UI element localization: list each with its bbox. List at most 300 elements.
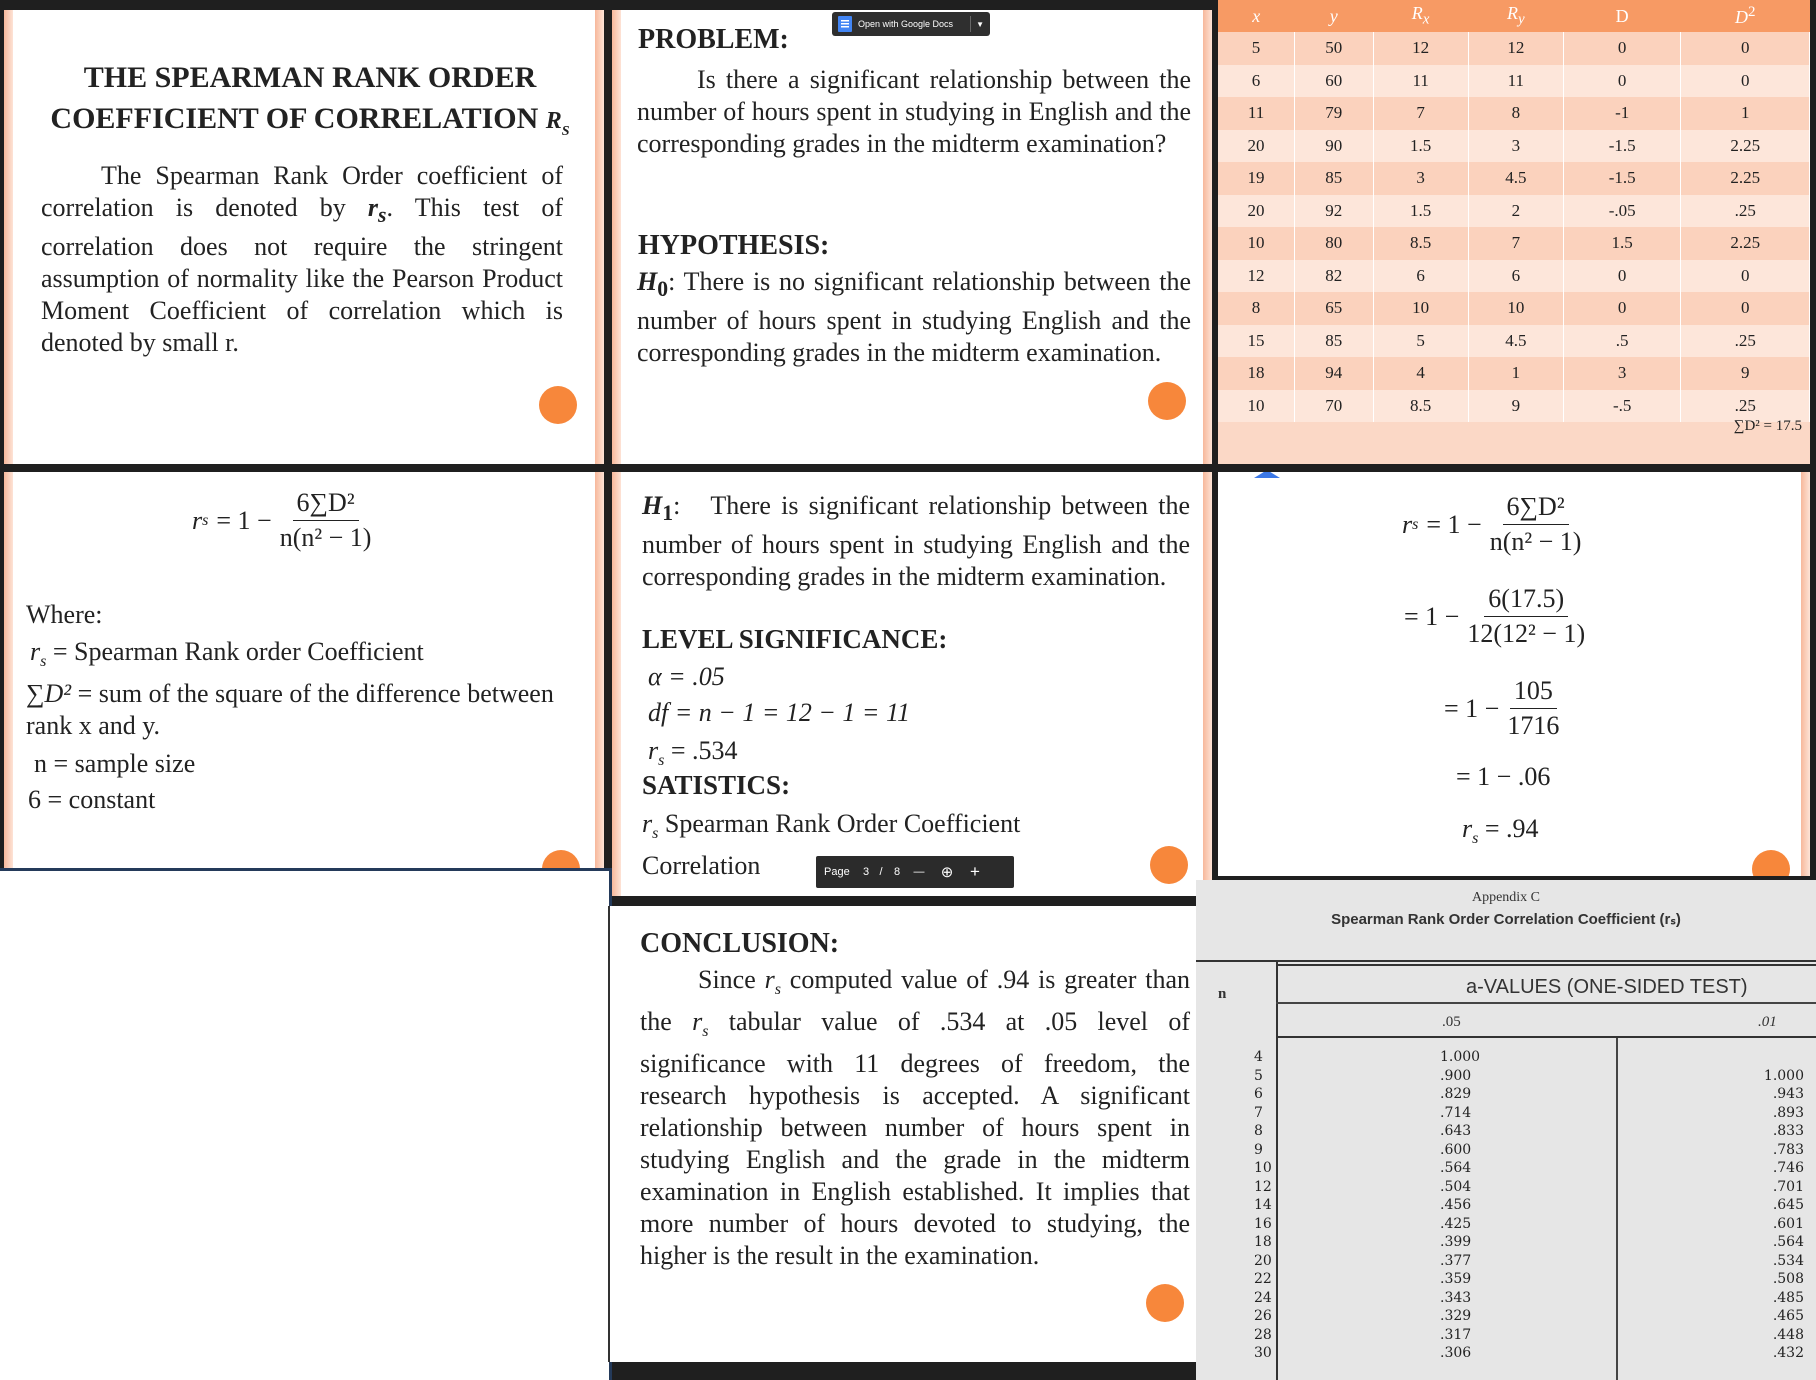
rule-values-heading [1276,1002,1816,1004]
table-cell: 65 [1295,292,1374,325]
table-cell: 10 [1373,292,1468,325]
spearman-formula [192,488,379,553]
table-cell: -.5 [1563,390,1680,423]
table-cell: 9 [1468,390,1563,423]
def-rs-sub: s [40,653,47,671]
slide-title-definition [4,10,604,464]
conclusion-part-3: tabular value of .534 at .05 level of significance with 11 degrees of freedom, the research hypothesis is accepted. A significant relationship between number of hours spent in studying English and the grade in the midterm examination in English established. It implies that more number of hours devoted to studying, the higher is the result in the examination. [640,1007,1190,1271]
value-05: .456 [1440,1197,1472,1213]
value-01: .485 [1772,1289,1804,1306]
critical-values-row [1250,1048,1806,1067]
blank-panel [0,868,612,1380]
table-cell: 50 [1295,32,1374,65]
critical-values-row [1250,1067,1806,1086]
critical-values-row [1250,1122,1806,1141]
conclusion-symbol-1: r [764,965,775,994]
h0-sub: 0 [657,277,669,302]
table-row [1218,162,1810,195]
table-cell: 82 [1295,260,1374,293]
n-value: 10 [1254,1160,1272,1176]
slide-computation [1218,472,1810,876]
problem-heading: PROBLEM: [638,24,789,55]
comp-den-2: 12(12² − 1) [1467,619,1586,648]
n-value: 26 [1254,1308,1272,1324]
table-cell: 15 [1218,325,1295,358]
definitions [26,636,570,816]
table-cell: 6 [1218,65,1295,98]
table-cell: 1 [1468,357,1563,390]
rs-tabular [648,736,738,770]
def-n: n = sample size [34,749,196,779]
table-cell: 4.5 [1468,162,1563,195]
value-01: .943 [1772,1086,1804,1102]
rank-table [1218,0,1810,422]
critical-values-row [1250,1252,1806,1271]
rule-top-2 [1276,964,1816,966]
n-column-label: n [1218,986,1227,1002]
value-01: .534 [1772,1252,1804,1269]
value-01: .701 [1772,1178,1804,1195]
n-value: 6 [1254,1086,1263,1102]
formula-lhs: r [192,505,203,535]
value-05: .504 [1440,1178,1472,1195]
header-d2-sup: 2 [1747,4,1756,20]
n-value: 18 [1254,1234,1272,1250]
table-cell: 0 [1681,260,1810,293]
table-cell: 10 [1218,227,1295,260]
definition-symbol: r [367,193,379,222]
table-cell: 94 [1295,357,1374,390]
table-cell: 18 [1218,357,1295,390]
col-05-label: .05 [1442,1014,1461,1030]
conclusion-part-2: computed value of .94 is greater than the [640,965,1190,1037]
df-value: df = n − 1 = 12 − 1 = 11 [648,698,911,727]
table-cell: -1.5 [1563,130,1680,163]
table-cell: 4 [1373,357,1468,390]
stat-sub: s [652,825,659,843]
h1-sub: 1 [662,501,674,526]
value-01: .645 [1772,1197,1804,1213]
comp-lhs-sub: s [1412,515,1419,533]
table-cell: 1.5 [1373,130,1468,163]
critical-values-row [1250,1326,1806,1345]
value-05: .564 [1440,1160,1472,1176]
conclusion-part-1: Since [698,965,756,994]
value-01: .601 [1772,1215,1804,1232]
comp-eq-3: = 1 − [1444,693,1500,723]
n-value: 8 [1254,1123,1263,1139]
slide-stripe-left [612,472,621,896]
n-value: 4 [1254,1049,1263,1065]
table-cell: 2.25 [1681,130,1810,163]
google-docs-icon [838,16,852,32]
statistics-heading: SATISTICS: [642,770,791,800]
table-cell: 11 [1218,97,1295,130]
value-05: .425 [1440,1215,1472,1232]
header-d-text: D [1615,5,1629,26]
def-d2-symbol: ∑D² [26,679,72,709]
title-line-1: THE SPEARMAN RANK ORDER [83,61,537,94]
header-d [1563,0,1680,32]
comp-frac-1 [1486,492,1586,557]
header-x-text: x [1252,5,1261,26]
conclusion-sub-1: s [774,981,781,999]
result-lhs: r [1462,814,1473,843]
table-cell: 79 [1295,97,1374,130]
table-cell: 2 [1468,195,1563,228]
table-cell: 8.5 [1373,390,1468,423]
table-row [1218,390,1810,423]
table-cell: 3 [1373,162,1468,195]
h0-label: H [637,267,658,296]
critical-values-row [1250,1270,1806,1289]
table-cell: 0 [1563,260,1680,293]
rank-table-header [1218,0,1810,32]
slide-conclusion [608,906,1196,1362]
appendix-title: Appendix C [1471,890,1541,905]
value-05: .829 [1440,1086,1472,1102]
table-cell: 0 [1681,65,1810,98]
table-cell: 7 [1373,97,1468,130]
h1-text: There is significant relationship between the number of hours spent in studying English and the corresponding grades in the midterm examination. [642,491,1190,592]
table-cell: 0 [1563,32,1680,65]
slide-stripe-right [595,10,604,464]
table-cell: 90 [1295,130,1374,163]
title-symbol: r [545,99,562,136]
cursor-marker [1254,472,1280,478]
table-cell: 1 [1681,97,1810,130]
value-01: .432 [1772,1345,1804,1361]
comp-frac-3 [1503,676,1563,741]
def-rs-text: = Spearman Rank order Coefficient [52,637,424,666]
table-cell: -1 [1563,97,1680,130]
critical-values-row [1250,1196,1806,1215]
h1-paragraph: $H_1$: There is significant relationship between the number of hours spent in studying English and the corresponding grades in the midterm examination. [642,491,1190,592]
table-cell: 1.5 [1563,227,1680,260]
value-05: 1.000 [1440,1049,1481,1065]
definition-paragraph: The Spearman Rank Order coefficient of correlation is denoted by $r_s$. This test of correlation does not require the stringent assumption of normality like the Pearson Product Moment Coefficient of correlation which is denoted by small r. [41,161,564,358]
appendix-subtitle: Spearman Rank Order Correlation Coefficient (rₛ) [1331,911,1681,928]
slide-stripe-right [595,472,604,868]
computation-line-2 [1404,584,1593,649]
rs-tab-sub: s [658,752,665,770]
table-cell: 20 [1218,130,1295,163]
rule-columns [1276,1036,1816,1038]
table-cell: 2.25 [1681,162,1810,195]
table-row [1218,195,1810,228]
critical-values-row [1250,1159,1806,1178]
result-lhs-sub: s [1472,830,1479,848]
comp-frac-2 [1463,584,1589,649]
level-significance-heading: LEVEL SIGNIFICANCE: [642,624,948,654]
table-row [1218,325,1810,358]
formula-eq: = 1 − [216,505,272,535]
orange-dot [1752,850,1790,876]
table-cell: 10 [1218,390,1295,423]
value-01: .465 [1772,1308,1804,1324]
page-current-input[interactable]: 3 [862,866,870,878]
header-ry-sub: y [1517,11,1525,28]
definition-text-1: The Spearman Rank Order coefficient of correlation is denoted by [41,161,563,222]
value-01: .564 [1772,1234,1804,1250]
table-cell: 8 [1218,292,1295,325]
value-05: .600 [1440,1141,1472,1158]
definition-symbol-sub: s [378,203,387,228]
slide-rank-table [1218,0,1810,464]
table-row [1218,65,1810,98]
table-cell: 3 [1468,130,1563,163]
header-rx-sub: x [1422,11,1430,28]
header-d2-text: D [1734,7,1748,27]
table-cell: 5 [1218,32,1295,65]
page-label: Page [824,866,850,878]
slide-stripe-left [612,10,621,464]
slide-stripe-right [1203,472,1212,896]
table-cell: 0 [1563,65,1680,98]
h0-text: There is no significant relationship between the number of hours spent in studying English and the corresponding grades in the midterm examination. [637,267,1191,368]
header-ry [1468,0,1563,32]
value-05: .306 [1440,1345,1472,1361]
critical-values-row [1250,1178,1806,1197]
table-cell: 70 [1295,390,1374,423]
slide-stripe-right [1203,10,1212,464]
value-01: .448 [1772,1326,1804,1343]
table-cell: 5 [1373,325,1468,358]
formula-lhs-sub: s [202,511,209,529]
table-cell: 0 [1563,292,1680,325]
value-05: .399 [1440,1234,1472,1250]
table-cell: 7 [1468,227,1563,260]
table-cell: 92 [1295,195,1374,228]
def-rs-symbol: r [30,637,41,666]
value-01 [1654,1048,1804,1067]
slide-problem-hypothesis [612,10,1212,464]
page-total: 8 [893,866,901,878]
comp-lhs: r [1402,509,1413,539]
formula-fraction [276,488,376,553]
table-cell: 6 [1373,260,1468,293]
comp-num-1: 6∑D² [1503,492,1569,525]
title-line-2-wrap [40,98,580,149]
slide-formula-definitions [4,472,604,868]
header-ry-text: R [1506,3,1518,24]
def-d2-text: = sum of the square of the difference between rank x and y. [26,679,554,741]
header-y [1295,0,1374,32]
sum-d2: ∑D² = 17.5 [1733,418,1802,434]
table-cell: 6 [1468,260,1563,293]
value-05: .343 [1440,1289,1472,1306]
header-rx-text: R [1411,3,1423,24]
n-value: 30 [1254,1345,1272,1361]
table-cell: -.05 [1563,195,1680,228]
zoom-in-button[interactable]: + [970,862,980,881]
table-cell: 4.5 [1468,325,1563,358]
table-cell: 85 [1295,162,1374,195]
alpha-value: α = .05 [648,662,725,691]
critical-values-row [1250,1233,1806,1252]
header-rx [1373,0,1468,32]
value-01: .508 [1772,1271,1804,1287]
critical-values-row [1250,1141,1806,1160]
table-row [1218,357,1810,390]
critical-values-row [1250,1215,1806,1234]
conclusion-heading: CONCLUSION: [640,928,840,959]
slide-stripe-left [4,472,13,868]
rs-tab-value: = .534 [670,736,738,765]
table-cell: .5 [1563,325,1680,358]
critical-values-row [1250,1344,1806,1363]
critical-values-row [1250,1307,1806,1326]
table-cell: 10 [1468,292,1563,325]
h1-label: H [642,491,663,520]
orange-dot [1150,846,1188,884]
zoom-icon[interactable]: ⊕ [940,864,954,881]
table-cell: 19 [1218,162,1295,195]
header-x [1218,0,1295,32]
rule-top [1196,960,1816,962]
n-value: 14 [1254,1197,1272,1213]
where-label: Where: [26,600,103,629]
comp-eq-1: = 1 − [1426,509,1482,539]
result-value: = .94 [1484,814,1539,843]
value-05: .714 [1440,1104,1472,1121]
value-05: .317 [1440,1326,1472,1343]
value-05: .329 [1440,1308,1472,1324]
computation-line-3 [1444,676,1567,741]
orange-dot [542,850,580,868]
chevron-down-icon[interactable]: ▼ [976,19,984,29]
table-cell: 9 [1681,357,1810,390]
table-row [1218,97,1810,130]
table-cell: 11 [1373,65,1468,98]
value-01: .783 [1772,1141,1804,1158]
page-navigator [816,856,1014,888]
table-cell: .25 [1681,195,1810,228]
slide-stripe-left [4,10,13,464]
value-05: .900 [1440,1067,1472,1084]
table-cell: 1.5 [1373,195,1468,228]
critical-values-row [1250,1289,1806,1308]
computation-line-1 [1402,492,1589,557]
table-cell: 8.5 [1373,227,1468,260]
table-cell: 60 [1295,65,1374,98]
n-value: 12 [1254,1178,1272,1195]
header-d2 [1681,0,1810,32]
value-01: .833 [1772,1123,1804,1139]
table-cell: 12 [1468,32,1563,65]
orange-dot [539,386,577,424]
table-cell: 20 [1218,195,1295,228]
n-value: 22 [1254,1271,1272,1287]
table-cell: 0 [1681,292,1810,325]
rs-tab-symbol: r [648,736,659,765]
critical-values-table [1250,1048,1806,1363]
n-value: 5 [1254,1067,1263,1084]
critical-values-row [1250,1085,1806,1104]
slide-h1-level-statistics [612,472,1212,896]
rank-table-body [1218,32,1810,422]
table-cell: .25 [1681,390,1810,423]
table-row [1218,227,1810,260]
table-cell: -1.5 [1563,162,1680,195]
value-01: .893 [1772,1104,1804,1121]
conclusion-symbol-2: r [692,1007,703,1037]
table-cell: 8 [1468,97,1563,130]
value-05: .377 [1440,1252,1472,1269]
n-value: 7 [1254,1104,1263,1121]
definition-text-2: This test of correlation does not require the stringent assumption of normality like the Pearson Product Moment Coefficient of correlation which is denoted by small r. [41,193,564,358]
col-01-label: .01 [1758,1014,1777,1030]
table-cell: 85 [1295,325,1374,358]
slide-stripe-right [1801,472,1810,876]
value-05: .359 [1440,1271,1472,1287]
table-cell: 0 [1681,32,1810,65]
table-cell: 2.25 [1681,227,1810,260]
n-value: 9 [1254,1141,1263,1158]
values-heading: a-VALUES (ONE-SIDED TEST) [1466,976,1748,998]
table-row [1218,32,1810,65]
orange-dot [1148,382,1186,420]
comp-num-3: 105 [1510,676,1557,709]
n-value: 28 [1254,1326,1272,1343]
open-with-google-docs-label: Open with Google Docs [858,19,954,29]
def-6: 6 = constant [28,785,156,815]
hypothesis-heading: HYPOTHESIS: [638,230,830,261]
comp-eq-2: = 1 − [1404,601,1460,631]
table-row [1218,292,1810,325]
open-with-google-docs-button[interactable] [832,12,990,36]
value-05: .643 [1440,1123,1472,1139]
header-y-text: y [1329,5,1338,26]
computation-line-4: = 1 − .06 [1456,762,1551,791]
n-value: 16 [1254,1215,1272,1232]
critical-values-row [1250,1104,1806,1123]
comp-den-1: n(n² − 1) [1489,527,1582,556]
def-rs [30,636,570,678]
computation-result [1462,814,1539,848]
value-01: .746 [1772,1160,1804,1176]
table-row [1218,260,1810,293]
n-value: 24 [1254,1289,1272,1306]
formula-num: 6∑D² [293,488,359,521]
slide-title [40,58,580,149]
comp-num-2: 6(17.5) [1484,584,1568,617]
title-symbol-sub: s [561,118,570,140]
h0-paragraph: $H_0$: There is no significant relationship between the number of hours spent in studying English and the corresponding grades in the midterm examination. [637,267,1191,368]
conclusion-text [640,964,1190,1272]
stat-description: Spearman Rank Order Coefficient Correlation [642,809,1021,881]
title-line-2: COEFFICIENT OF CORRELATION [50,102,539,135]
table-cell: 11 [1468,65,1563,98]
value-01: 1.000 [1763,1067,1804,1084]
comp-den-3: 1716 [1507,711,1560,740]
conclusion-sub-2: s [702,1023,709,1041]
formula-den: n(n² − 1) [279,523,372,552]
table-row [1218,130,1810,163]
table-cell: 80 [1295,227,1374,260]
zoom-out-button[interactable]: — [913,866,925,878]
table-cell: .25 [1681,325,1810,358]
dropdown-divider [970,16,971,32]
table-cell: 12 [1218,260,1295,293]
n-value: 20 [1254,1252,1272,1269]
page-separator: / [879,866,883,878]
table-cell: 12 [1373,32,1468,65]
table-cell: 3 [1563,357,1680,390]
stat-symbol: r [642,809,653,838]
orange-dot [1146,1284,1184,1322]
critical-values-rows [1250,1048,1806,1363]
